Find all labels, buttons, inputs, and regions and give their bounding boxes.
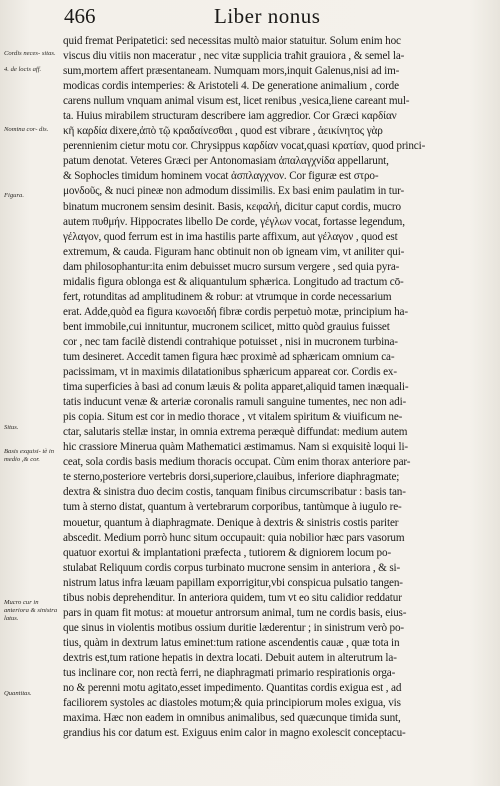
text-line: abscedit. Medium porrò hunc situm occupauit: quia nobilior hæc pars vasorum bbox=[63, 531, 405, 544]
margin-note: Mucro cur in anteriora & sinistra latus. bbox=[4, 599, 58, 622]
text-line: fert, rotunditas ad amplitudinem & robur: at vtrumque in corde necessarium bbox=[63, 290, 392, 303]
text-line: dam philosophantur:ita enim debuisset mucro sursum vergere , sed quia pyra- bbox=[63, 260, 400, 273]
text-line: quatuor exortui & implantationi præfecta , tutiorem & digniorem locum po- bbox=[63, 546, 392, 559]
text-line: μονδοῦς, & nuci pineæ non admodum dissimilis. Ex basi enim paulatim in tur- bbox=[63, 185, 405, 198]
margin-note: Situs. bbox=[4, 424, 19, 431]
text-line: hic crassiore Minerua quàm Mathematici æstimamus. Nam si exquisitè loqui li- bbox=[63, 441, 408, 454]
text-line: tius, quàm in dextrum latus eminet:tum ratione ascendentis cauæ , quæ tota in bbox=[63, 636, 400, 649]
margin-note: 4. de locis aff. bbox=[4, 66, 42, 73]
text-line: tima superficies à basi ad conum læuis & polita apparet,aliquid tamen inæquali- bbox=[63, 381, 409, 394]
margin-note: Cordis neces- sitas. bbox=[4, 50, 56, 57]
text-line: sum,mortem affert præsentaneam. Numquam mors,inquit Galenus,nisi ad im- bbox=[63, 65, 400, 78]
text-line: viscus diu vitiis non maceratur , nec vitæ supplicia traħit grauiora , & semel la- bbox=[63, 50, 405, 63]
text-line: γέλαγον, quod ferrum est in ima hastilis parte affixum, aut γέλαγον , quod est bbox=[63, 230, 398, 243]
text-line: cor , nec tam facilè distendi contrahique potuisset , nisi in mucronem turbina- bbox=[63, 335, 398, 348]
text-line: midalis figura oblonga est & aliquantulum sphærica. Longitudo ad tractum cō- bbox=[63, 275, 404, 288]
text-line: no & perenni motu agitato,esset impedimento. Quantitas cordis exigua est , ad bbox=[63, 682, 402, 695]
page-header bbox=[0, 4, 500, 34]
text-line: pars in quam fit motus: at mouetur antrorsum animal, tum ne cordis basis, eius- bbox=[63, 606, 407, 619]
text-line: pacissimam, vt in maximis dilatationibus sphæricum appareat cor. Cordis ex- bbox=[63, 366, 397, 379]
text-line: tus inclinare cor, non rectà ferri, ne diaphragmati primario respirationis orga- bbox=[63, 666, 396, 679]
text-line: faciliorem systoles ac diastoles motum;& quia principiorum moles exigua, vis bbox=[63, 697, 401, 710]
text-line: tum desineret. Accedit tamen figura hæc proximè ad sphæricam omnium ca- bbox=[63, 350, 395, 363]
text-line: tibus nobis deprehenditur. In anteriora quidem, tum vt eo situ calidior reddatur bbox=[63, 591, 402, 604]
text-line: nistrum latus infra læuam papillam exporrigitur,vbi conspicua pulsatio tangen- bbox=[63, 576, 403, 589]
text-line: carens nullum vnquam animal visum est, licet renibus ,vesica,liene careant mul- bbox=[63, 95, 410, 108]
margin-note: Nomina cor- dis. bbox=[4, 126, 49, 133]
text-line: bent immobile,cui innituntur, mucronem scilicet, mitto quòd grauius fuisset bbox=[63, 320, 390, 333]
text-line: κῆ καρδία dixere,ἀπὸ τῷ κραδαίνεσθαι , quod est vibrare , ἀεικίνητος γὰρ bbox=[63, 125, 383, 138]
text-line: que sinus in violentis motibus ossium duritie læderentur ; in sinistrum verò po- bbox=[63, 621, 405, 634]
text-line: te sterno,posteriore vertebris dorsi,superiore,clauibus, inferiore diaphragmate; bbox=[63, 471, 400, 484]
text-line: binatum mucronem sensim desinit. Basis, κεφαλή, dicitur caput cordis, mucro bbox=[63, 200, 401, 213]
page-number: 466 bbox=[64, 4, 96, 28]
text-line: autem πυθμήν. Hippocrates libello De corde, γέγλων vocat, fortasse legendum, bbox=[63, 215, 405, 228]
text-line: extremum, & cauda. Figuram hanc obtinuit non ob igneam vim, vt aniliter qui- bbox=[63, 245, 405, 258]
text-line: tum à sterno distat, quantum à vertebrarum corporibus, tantùmque à iugulo re- bbox=[63, 501, 402, 514]
margin-note: Basis exquisi- tè in medio ,& cor. bbox=[4, 448, 54, 463]
text-line: erat. Adde,quòd ea figura κωνοειδή fibræ cordis perpetuò motæ, principium ha- bbox=[63, 305, 408, 318]
text-line: & Sophocles timidum hominem vocat ἀσπλαγχνον. Cor figuræ est στρο- bbox=[63, 170, 379, 183]
text-line: quid fremat Peripatetici: sed necessitas multò maior statuitur. Solum enim hoc bbox=[63, 35, 401, 47]
text-line: tatis inducunt venæ & arteriæ coronalis ramuli sanguine tumentes, nec non adi- bbox=[63, 396, 407, 409]
margin-note: Figura. bbox=[4, 192, 24, 199]
text-line: maxima. Hæc non eadem in omnibus animalibus, sed quæcunque timida sunt, bbox=[63, 712, 401, 725]
text-line: stulabat Reliquum cordis corpus turbinato mucrone sensim in anteriora , & si- bbox=[63, 561, 401, 574]
text-line: modicas cordis intemperies: & Aristoteli 4. De generatione animalium , corde bbox=[63, 80, 399, 93]
text-line: mouetur, quantum à diaphragmate. Denique à dextris & sinistris costis pariter bbox=[63, 516, 399, 529]
body-text bbox=[63, 34, 491, 741]
text-line: perennienim cietur motu cor. Chrysippus καρδίαν vocat,quasi κρατίαν, quod princi- bbox=[63, 140, 426, 153]
text-line: dextra & sinistra duo decim costis, tanquam finibus circumscribatur : basis tan- bbox=[63, 486, 406, 499]
text-line: grandius his cor datum est. Exiguus enim calor in magno exolescit conceptacu- bbox=[63, 727, 406, 740]
text-line: ta. Huius mirabilem structuram describere iam aggredior. Cor Græci καρδίαν bbox=[63, 110, 397, 123]
text-line: pis copia. Situm est cor in medio thorace , vt vitalem spiritum & viuificum ne- bbox=[63, 411, 403, 424]
text-line: ceat, sola cordis basis medium thoracis occupat. Cùm enim thorax anteriore par- bbox=[63, 456, 411, 469]
text-line: ctar, salutaris stellæ instar, in omnia extrema peræquè diffundat: medium autem bbox=[63, 426, 408, 439]
running-title: Liber nonus bbox=[214, 4, 321, 28]
margin-note: Quantitas. bbox=[4, 690, 32, 697]
text-line: patum denotat. Veteres Græci per Antonomasiam ἀπαλαγχνίδα appellarunt, bbox=[63, 155, 389, 168]
text-line: dextris est,tum ratione hepatis in dextra locati. Debuit autem in alterutrum la- bbox=[63, 651, 397, 664]
